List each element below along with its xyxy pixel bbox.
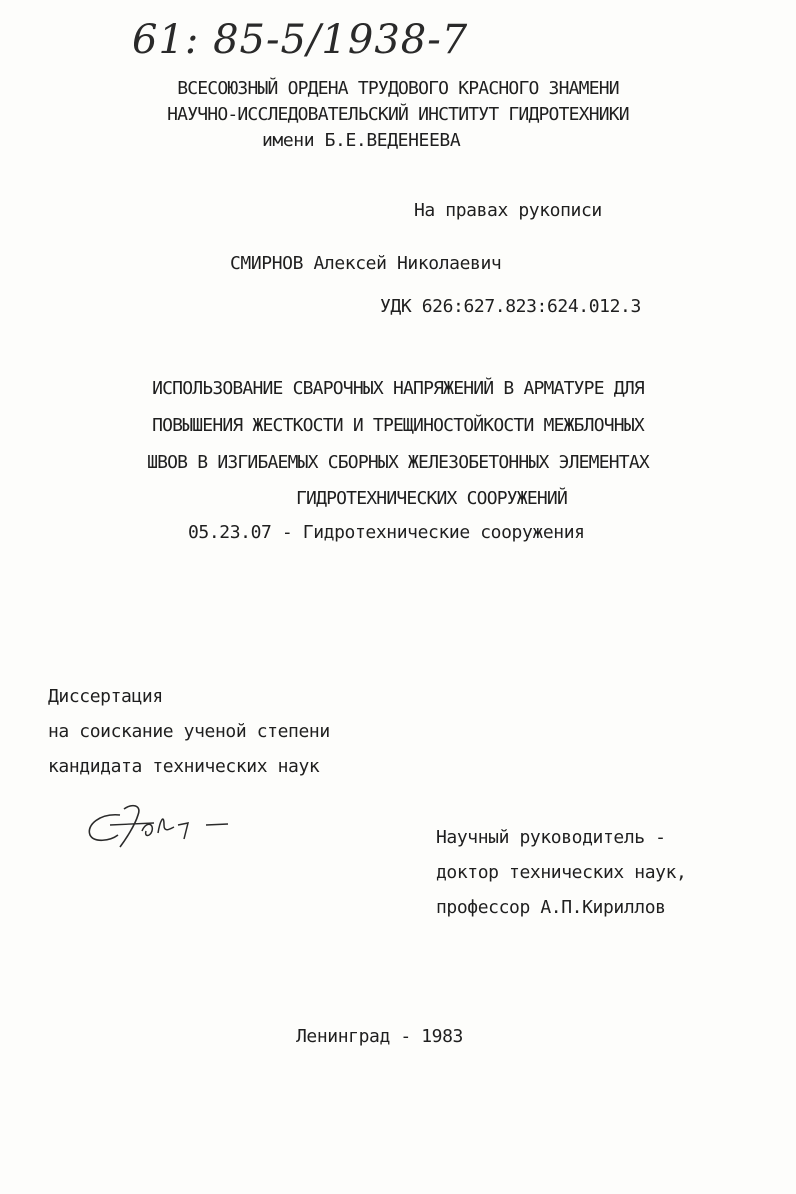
institute-line-2: НАУЧНО-ИССЛЕДОВАТЕЛЬСКИЙ ИНСТИТУТ ГИДРОТЕХНИКИ [167, 104, 629, 125]
supervisor-line-2: доктор технических наук, [436, 862, 687, 883]
specialty-code: 05.23.07 - Гидротехнические сооружения [188, 522, 585, 543]
title-line-3: ШВОВ В ИЗГИБАЕМЫХ СБОРНЫХ ЖЕЛЕЗОБЕТОННЫХ ЭЛЕМЕНТАХ [147, 452, 649, 473]
udk-code: УДК 626:627.823:624.012.3 [380, 296, 641, 317]
title-line-2: ПОВЫШЕНИЯ ЖЕСТКОСТИ И ТРЕЩИНОСТОЙКОСТИ МЕЖБЛОЧНЫХ [152, 415, 644, 436]
supervisor-line-1: Научный руководитель - [436, 827, 666, 848]
dissertation-line-3: кандидата технических наук [48, 756, 320, 777]
dissertation-line-2: на соискание ученой степени [48, 721, 330, 742]
handwritten-catalog-number: 61: 85-5/1938-7 [132, 17, 469, 63]
author-name: СМИРНОВ Алексей Николаевич [230, 253, 502, 274]
place-and-year: Ленинград - 1983 [296, 1026, 463, 1047]
supervisor-line-3: профессор А.П.Кириллов [436, 897, 666, 918]
title-line-4: ГИДРОТЕХНИЧЕСКИХ СООРУЖЕНИЙ [296, 488, 567, 509]
institute-line-1: ВСЕСОЮЗНЫЙ ОРДЕНА ТРУДОВОГО КРАСНОГО ЗНАМЕНИ [177, 78, 619, 99]
manuscript-rights: На правах рукописи [414, 200, 602, 221]
dissertation-line-1: Диссертация [48, 686, 163, 707]
institute-line-3: имени Б.Е.ВЕДЕНЕЕВА [262, 130, 461, 151]
title-line-1: ИСПОЛЬЗОВАНИЕ СВАРОЧНЫХ НАПРЯЖЕНИЙ В АРМАТУРЕ ДЛЯ [152, 378, 644, 399]
handwritten-signature [80, 795, 240, 855]
